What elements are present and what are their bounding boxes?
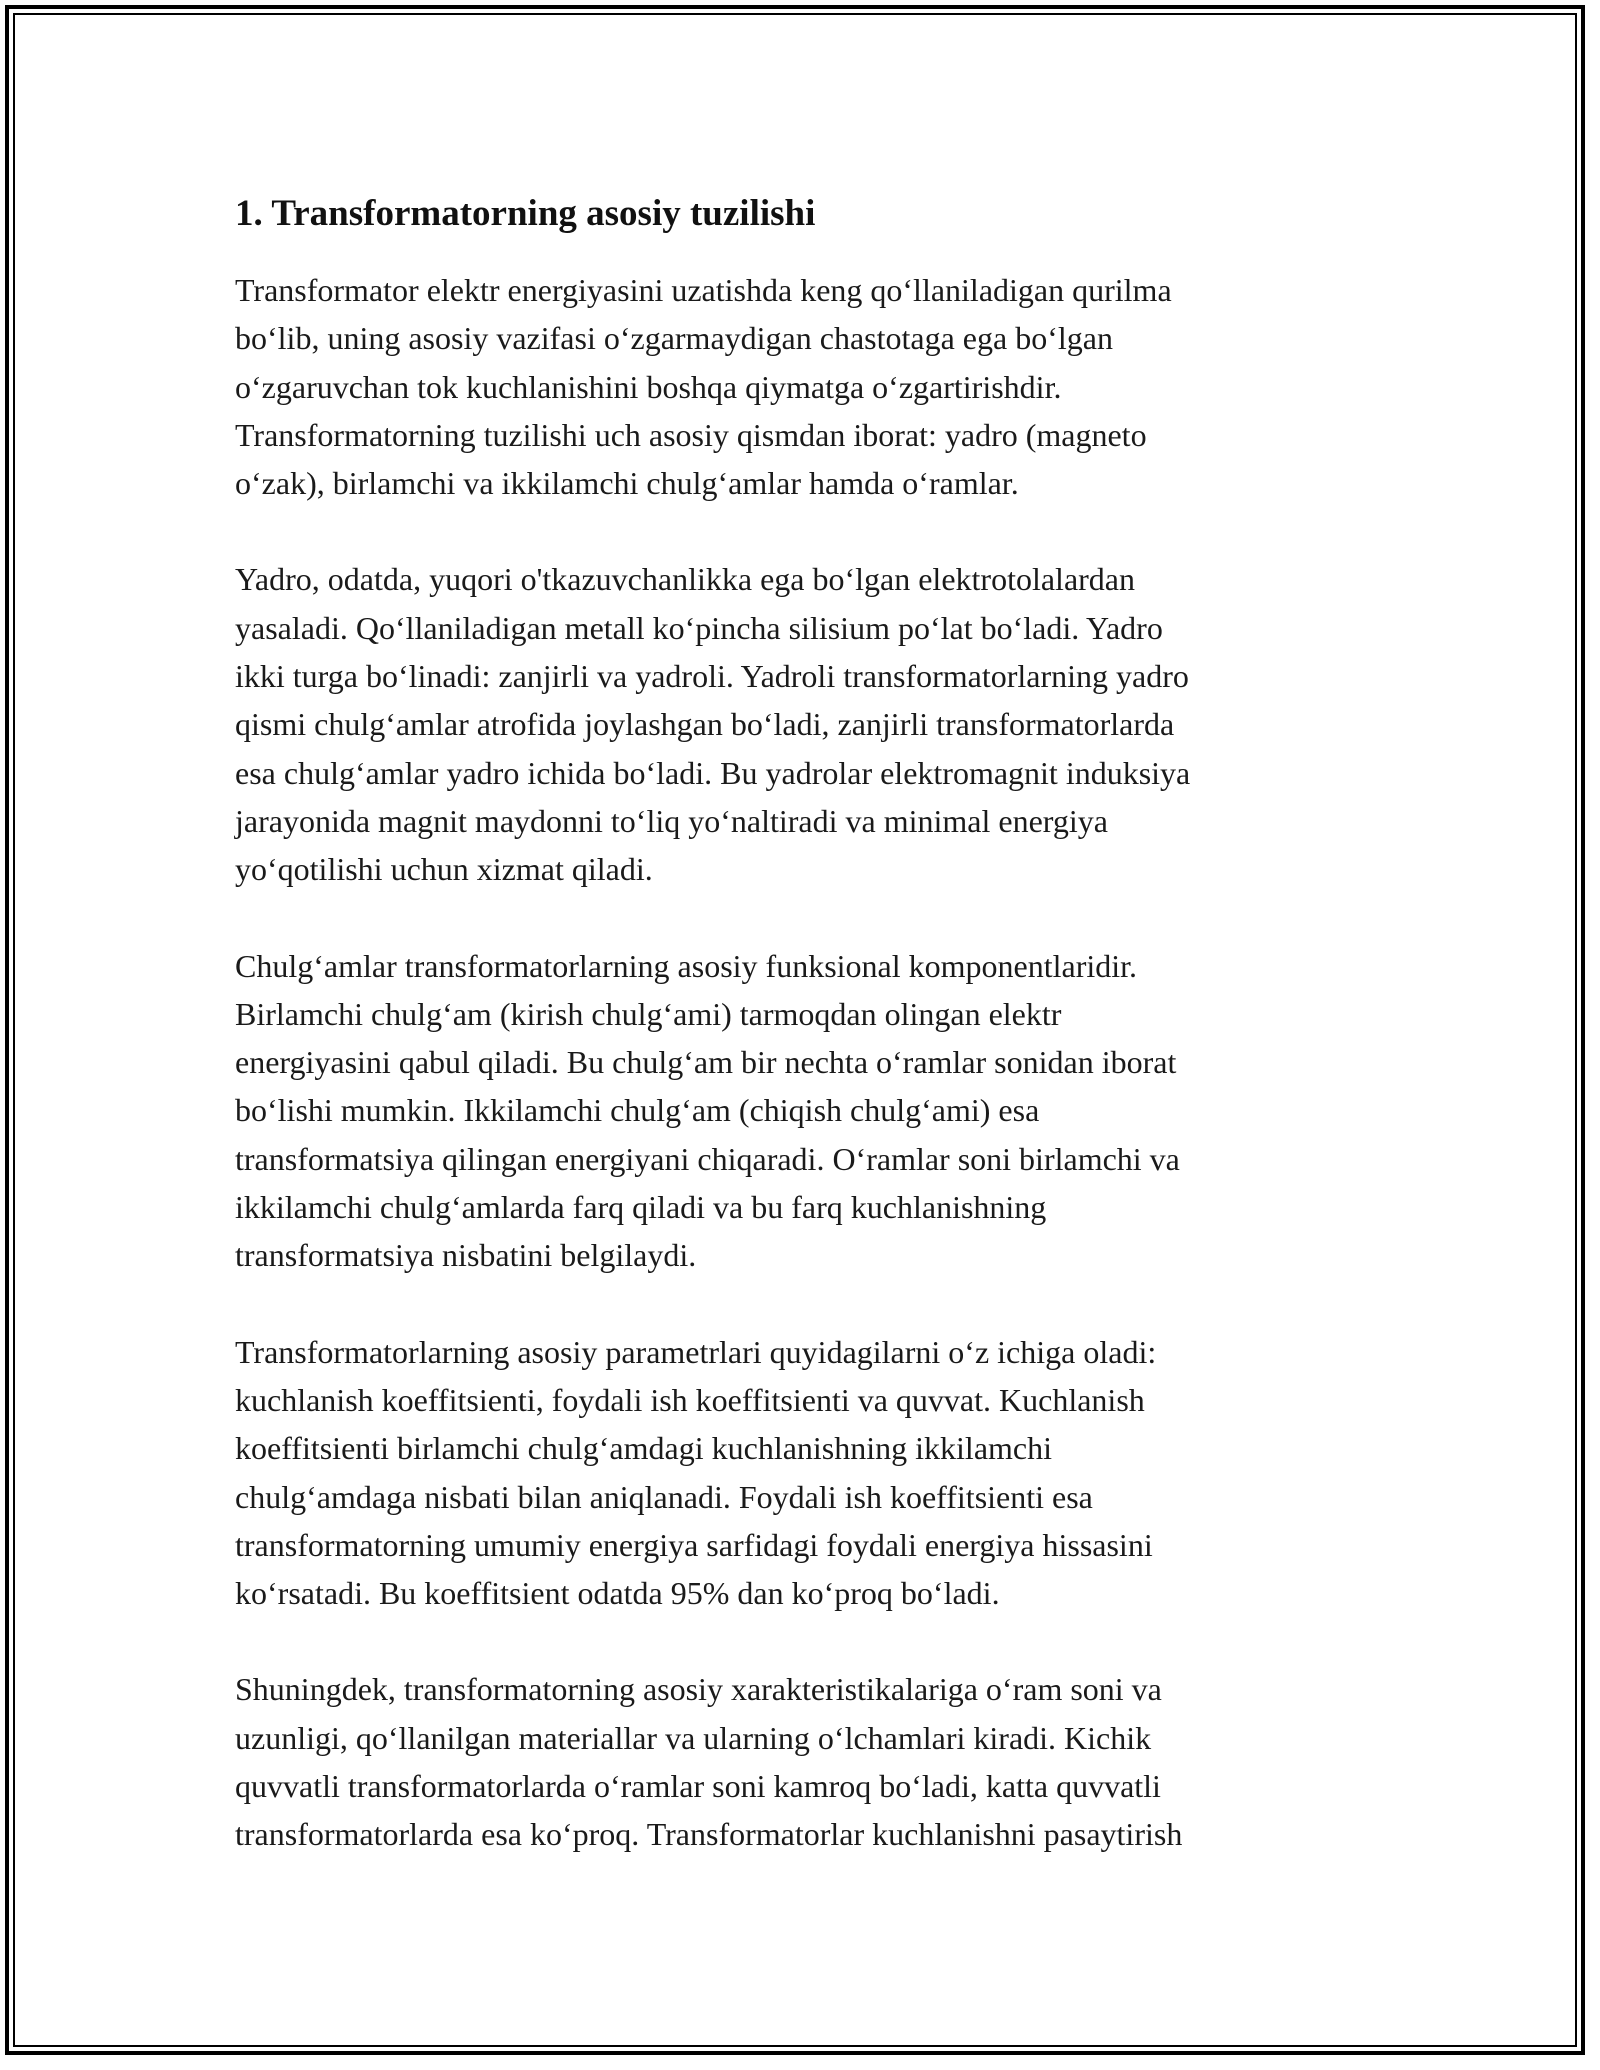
paragraph-windings xyxy=(235,942,1360,1280)
text-line: Transformatorlarning asosiy parametrlari quyidagilarni oʻz ichiga oladi: xyxy=(235,1333,1157,1370)
text-line: chulgʻamdaga nisbati bilan aniqlanadi. Foydali ish koeffitsienti esa xyxy=(235,1478,1093,1515)
text-line: kuchlanish koeffitsienti, foydali ish koeffitsienti va quvvat. Kuchlanish xyxy=(235,1381,1145,1418)
text-line: qismi chulgʻamlar atrofida joylashgan boʻladi, zanjirli transformatorlarda xyxy=(235,706,1175,743)
text-line: transformatsiya nisbatini belgilaydi. xyxy=(235,1237,697,1274)
text-line: quvvatli transformatorlarda oʻramlar soni kamroq boʻladi, katta quvvatli xyxy=(235,1768,1161,1805)
text-line: Chulgʻamlar transformatorlarning asosiy funksional komponentlaridir. xyxy=(235,947,1138,984)
text-line: ikki turga boʻlinadi: zanjirli va yadroli. Yadroli transformatorlarning yadro xyxy=(235,658,1189,695)
text-line: Transformatorning tuzilishi uch asosiy qismdan iborat: yadro (magneto xyxy=(235,416,1147,453)
text-line: transformatorlarda esa koʻproq. Transformatorlar kuchlanishni pasaytirish xyxy=(235,1816,1183,1853)
document-body xyxy=(235,186,1360,1907)
text-line: boʻlishi mumkin. Ikkilamchi chulgʻam (chiqish chulgʻami) esa xyxy=(235,1092,1040,1129)
text-line: esa chulgʻamlar yadro ichida boʻladi. Bu yadrolar elektromagnit induksiya xyxy=(235,754,1191,791)
text-line: koʻrsatadi. Bu koeffitsient odatda 95% dan koʻproq boʻladi. xyxy=(235,1575,1000,1612)
section-heading: 1. Transformatorning asosiy tuzilishi xyxy=(235,193,816,234)
text-line: ikkilamchi chulgʻamlarda farq qiladi va bu farq kuchlanishning xyxy=(235,1189,1047,1226)
text-line: energiyasini qabul qiladi. Bu chulgʻam bir nechta oʻramlar sonidan iborat xyxy=(235,1044,1177,1081)
paragraph-parameters xyxy=(235,1328,1360,1618)
text-line: koeffitsienti birlamchi chulgʻamdagi kuchlanishning ikkilamchi xyxy=(235,1430,1052,1467)
text-line: oʻzak), birlamchi va ikkilamchi chulgʻamlar hamda oʻramlar. xyxy=(235,465,1019,502)
text-line: yasaladi. Qoʻllaniladigan metall koʻpincha silisium poʻlat boʻladi. Yadro xyxy=(235,609,1163,646)
text-line: jarayonida magnit maydonni toʻliq yoʻnaltiradi va minimal energiya xyxy=(235,802,1108,839)
text-line: Yadro, odatda, yuqori o'tkazuvchanlikka ega boʻlgan elektrotolalardan xyxy=(235,561,1135,598)
text-line: transformatorning umumiy energiya sarfidagi foydali energiya hissasini xyxy=(235,1526,1153,1563)
paragraph-characteristics xyxy=(235,1665,1360,1858)
text-line: oʻzgaruvchan tok kuchlanishini boshqa qiymatga oʻzgartirishdir. xyxy=(235,368,1062,405)
text-line: transformatsiya qilingan energiyani chiqaradi. Oʻramlar soni birlamchi va xyxy=(235,1140,1180,1177)
text-line: boʻlib, uning asosiy vazifasi oʻzgarmaydigan chastotaga ega boʻlgan xyxy=(235,320,1113,357)
text-line: Shuningdek, transformatorning asosiy xarakteristikalariga oʻram soni va xyxy=(235,1671,1162,1708)
text-line: uzunligi, qoʻllanilgan materiallar va ularning oʻlchamlari kiradi. Kichik xyxy=(235,1719,1152,1756)
paragraph-core xyxy=(235,555,1360,893)
text-line: Transformator elektr energiyasini uzatishda keng qoʻllaniladigan qurilma xyxy=(235,272,1172,308)
text-line: Birlamchi chulgʻam (kirish chulgʻami) tarmoqdan olingan elektr xyxy=(235,995,1062,1032)
paragraph-intro xyxy=(235,266,1360,507)
text-line: yoʻqotilishi uchun xizmat qiladi. xyxy=(235,851,653,888)
